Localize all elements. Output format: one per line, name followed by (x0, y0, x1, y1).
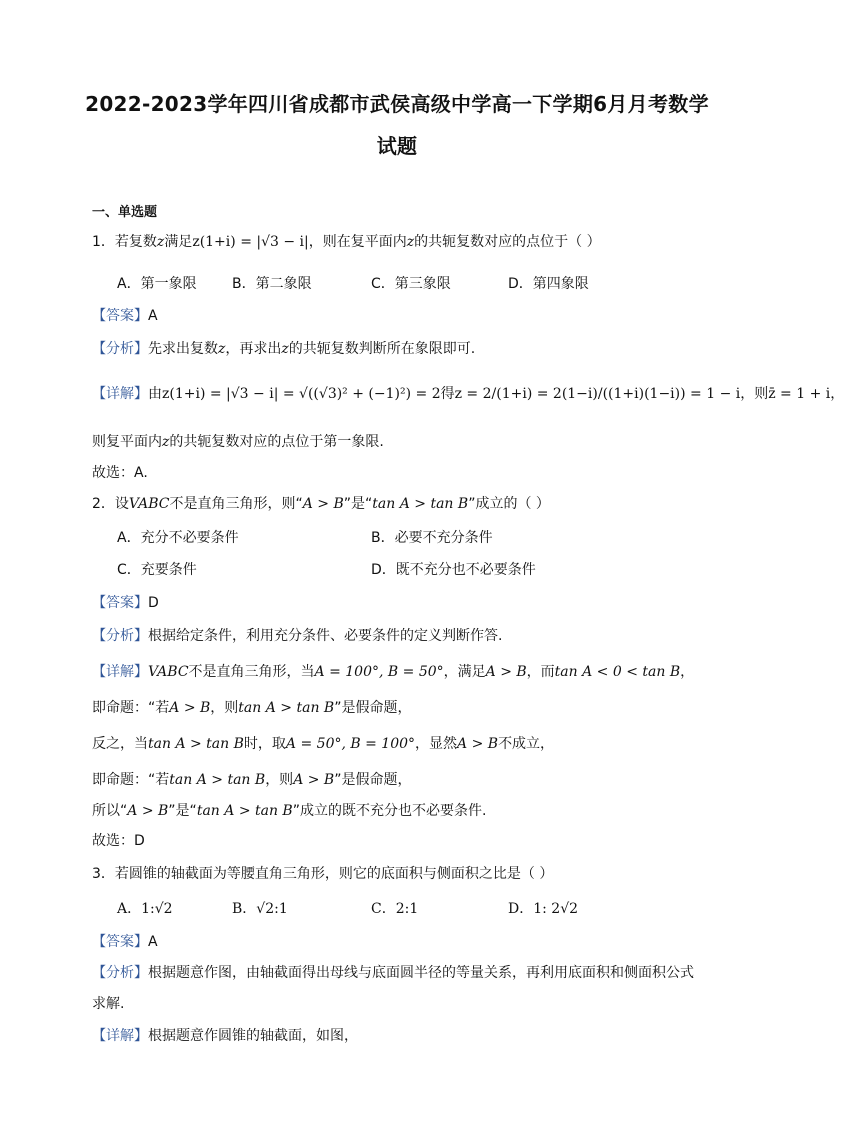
q1-var-z4: z (281, 341, 289, 357)
q3-option-b: B．√2:1 (232, 901, 288, 917)
q2-detail-1eq: A = 100°, B = 50° (314, 664, 444, 680)
q1-option-b: B．第二象限 (232, 276, 312, 292)
q1-stem-d: 的共轭复数对应的点位于（ ） (414, 234, 601, 250)
q1-stem-c: ，则在复平面内 (308, 234, 407, 250)
q1-detail-eq2: z = 2/(1+i) = 2(1−i)/((1+i)(1−i)) = 1 − i (454, 386, 741, 402)
q2-stem-c: ”是“ (343, 496, 373, 512)
q2-answer (92, 593, 159, 613)
q2-stem-b: 不是直角三角形，则“ (169, 496, 303, 512)
q2-line2-c: ”是假命题， (334, 700, 412, 716)
q2-line5-eq2: tan A > tan B (196, 803, 293, 819)
q2-line3-c: ，显然 (415, 736, 458, 752)
q2-line3-a: 反之，当 (92, 736, 148, 752)
q1-detail-line2-b: 的共轭复数对应的点位于第一象限. (169, 434, 384, 450)
q2-line5-c: ”成立的既不充分也不必要条件. (292, 803, 487, 819)
q1-stem (92, 232, 601, 252)
section-heading: 一、单选题 (92, 205, 158, 220)
q3-option-c: C．2:1 (371, 901, 419, 917)
q1-answer-value: A (148, 308, 158, 324)
q3-analysis-text-a: 根据题意作图，由轴截面得出母线与底面圆半径的等量关系，再利用底面积和侧面积公式 (148, 965, 694, 981)
q1-detail-line2-a: 则复平面内 (92, 434, 162, 450)
q2-stem-a: 2．设 (92, 496, 129, 512)
q1-detail-eq: z(1+i) = |√3 − i| = √((√3)² + (−1)²) = 2 (162, 386, 441, 402)
q2-detail-line5 (92, 801, 486, 821)
q2-line5-a: 所以“ (92, 803, 128, 819)
q2-option-b: B．必要不充分条件 (371, 530, 493, 546)
q3-analysis-line2: 求解. (92, 996, 125, 1012)
q2-line4-eq2: A > B (293, 772, 335, 788)
q1-detail (92, 384, 844, 404)
analysis-tag: 【分析】 (92, 965, 148, 981)
q2-line3-eq1: tan A > tan B (148, 736, 244, 752)
q2-detail-1eq2: tan A < 0 < tan B (554, 664, 681, 680)
q2-detail (92, 662, 694, 682)
q2-line3-b: 时，取 (243, 736, 286, 752)
detail-tag: 【详解】 (92, 386, 148, 402)
q2-line2-a: 即命题：“若 (92, 700, 170, 716)
q1-stem-a: 1．若复数 (92, 234, 157, 250)
q1-option-d: D．第四象限 (508, 276, 589, 292)
q2-choose: 故选：D (92, 833, 145, 849)
q2-detail-line3 (92, 734, 554, 754)
analysis-tag: 【分析】 (92, 628, 148, 644)
q1-stem-b: 满足 (164, 234, 193, 250)
q2-detail-line2 (92, 698, 411, 718)
q1-var-z3: z (218, 341, 226, 357)
q1-detail-line2 (92, 432, 384, 452)
q1-option-a: A．第一象限 (117, 276, 197, 292)
q2-stem (92, 494, 550, 514)
q2-cond2: tan A > tan B (372, 496, 469, 512)
q2-detail-1d: ， (680, 664, 695, 680)
detail-tag: 【详解】 (92, 664, 148, 680)
q1-analysis-text-a: 先求出复数 (148, 341, 218, 357)
q1-detail-eq3: z̄ = 1 + i (768, 386, 831, 402)
answer-tag: 【答案】 (92, 308, 148, 324)
answer-tag: 【答案】 (92, 595, 148, 611)
q1-analysis-text-b: ，再求出 (225, 341, 282, 357)
q1-var-z: z (156, 234, 165, 250)
q1-detail-b: 得 (440, 386, 455, 402)
q1-detail-d: ， (830, 386, 844, 402)
q3-detail (92, 1026, 358, 1046)
q1-option-c: C．第三象限 (371, 276, 451, 292)
q1-choose: 故选：A. (92, 465, 148, 481)
q3-analysis (92, 963, 694, 983)
q1-analysis-text-c: 的共轭复数判断所在象限即可. (288, 341, 476, 357)
q2-detail-1b: ，满足 (443, 664, 486, 680)
q2-line5-b: ”是“ (168, 803, 197, 819)
q2-detail-line4 (92, 770, 411, 790)
q2-detail-1c: ，而 (526, 664, 555, 680)
q1-var-z2: z (406, 234, 415, 250)
q2-analysis-text: 根据给定条件，利用充分条件、必要条件的定义判断作答. (148, 628, 503, 644)
q2-line2-b: ，则 (210, 700, 239, 716)
q2-line5-eq1: A > B (127, 803, 169, 819)
q1-analysis (92, 339, 475, 359)
q2-cond1: A > B (302, 496, 344, 512)
q3-detail-text: 根据题意作圆锥的轴截面，如图， (148, 1028, 358, 1044)
q3-stem: 3．若圆锥的轴截面为等腰直角三角形，则它的底面积与侧面积之比是（ ） (92, 866, 554, 882)
q2-line4-eq1: tan A > tan B (169, 772, 266, 788)
q3-option-d: D．1: 2√2 (508, 901, 579, 917)
q3-option-a: A．1:√2 (117, 901, 173, 917)
q2-option-c: C．充要条件 (117, 562, 197, 578)
q2-option-a: A．充分不必要条件 (117, 530, 239, 546)
q2-detail-1a: 不是直角三角形，当 (188, 664, 315, 680)
q2-stem-d: ”成立的（ ） (468, 496, 550, 512)
q2-line3-eq3: A > B (457, 736, 499, 752)
q2-line3-eq2: A = 50°, B = 100° (285, 736, 416, 752)
q1-detail-c: ，则 (740, 386, 769, 402)
q3-answer (92, 932, 158, 952)
q1-var-z5: z (162, 434, 170, 450)
q2-line2-eq2: tan A > tan B (238, 700, 335, 716)
q2-line4-a: 即命题：“若 (92, 772, 170, 788)
q2-option-d: D．既不充分也不必要条件 (371, 562, 536, 578)
q2-answer-value: D (148, 595, 159, 611)
q2-line2-eq1: A > B (169, 700, 211, 716)
q1-answer (92, 306, 158, 326)
q2-triangle2: VABC (148, 664, 189, 680)
answer-tag: 【答案】 (92, 934, 148, 950)
q2-line4-b: ，则 (265, 772, 294, 788)
analysis-tag: 【分析】 (92, 341, 148, 357)
q1-cond-lhs: z(1+i) (192, 234, 236, 250)
q2-detail-cond: A > B (485, 664, 527, 680)
document-title-line1: 2022-2023学年四川省成都市武侯高级中学高一下学期6月月考数学 (85, 92, 709, 116)
q3-answer-value: A (148, 934, 158, 950)
document-title-line2: 试题 (376, 134, 418, 158)
q2-line3-d: 不成立， (498, 736, 555, 752)
q2-triangle: VABC (128, 496, 170, 512)
q1-cond-rhs: = |√3 − i| (240, 234, 309, 250)
q1-detail-a: 由 (148, 386, 162, 402)
q2-analysis (92, 626, 502, 646)
q2-line4-c: ”是假命题， (334, 772, 412, 788)
detail-tag: 【详解】 (92, 1028, 148, 1044)
